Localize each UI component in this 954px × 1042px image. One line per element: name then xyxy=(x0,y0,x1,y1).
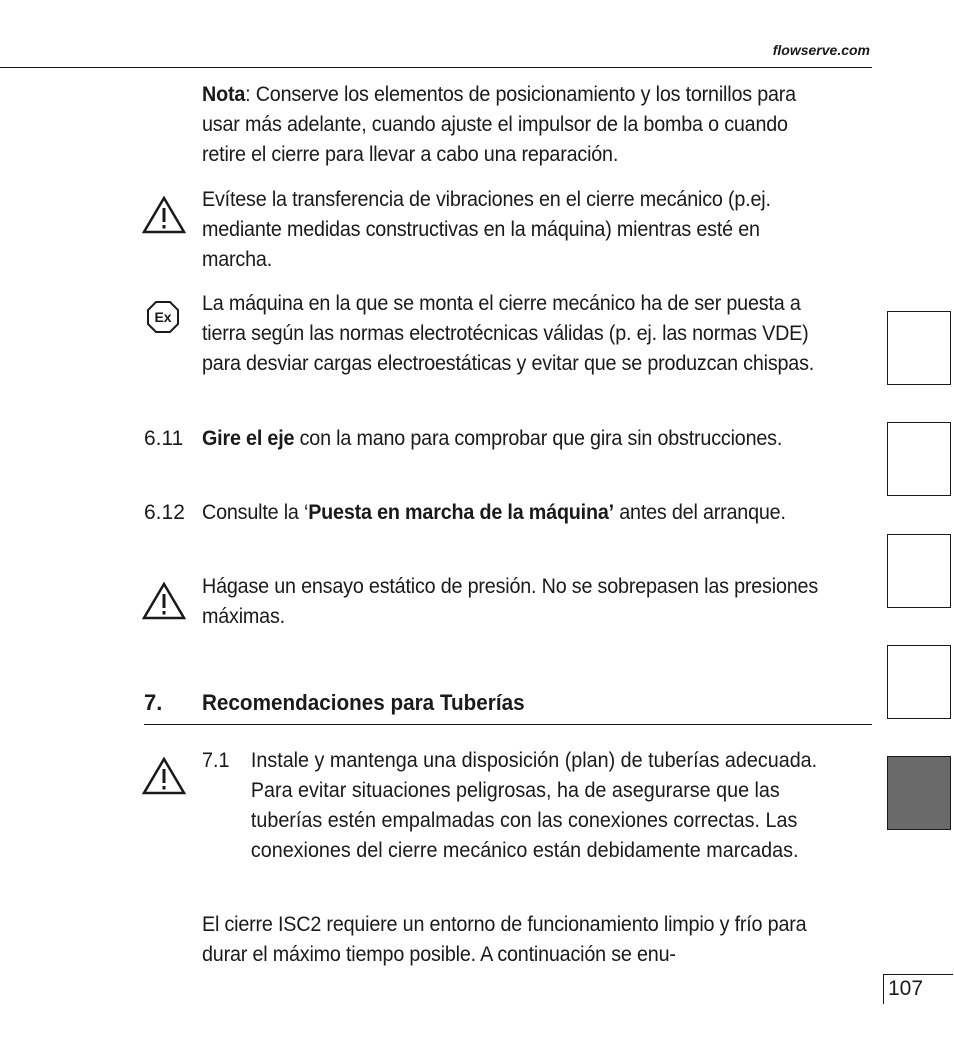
svg-text:Ex: Ex xyxy=(154,309,172,325)
step-71-text: Instale y mantenga una disposición (plan) de tuberías adecuada. Para evitar situaciones peligrosas, ha de asegurarse que las tuberías estén empalmadas con las conexiones correctas. Las conexiones del cierre mecánico están debidamente marcadas. xyxy=(250,749,818,862)
warning-triangle-icon xyxy=(142,582,186,620)
section-tab-4[interactable] xyxy=(887,645,951,719)
step-611-rest: con la mano para comprobar que gira sin obstrucciones. xyxy=(294,427,783,450)
step-612-prefix: Consulte la ‘ xyxy=(202,501,309,524)
step-611-text xyxy=(202,424,832,454)
step-612-number: 6.12 xyxy=(144,501,185,524)
step-71-paragraph xyxy=(202,746,832,866)
step-611-number: 6.11 xyxy=(144,427,184,450)
section-tab-2[interactable] xyxy=(887,422,951,496)
section-rule xyxy=(144,724,872,725)
warning-triangle-icon xyxy=(142,196,186,234)
section-tab-3[interactable] xyxy=(887,534,951,608)
note-label: Nota xyxy=(202,83,246,106)
page-number: 107 xyxy=(883,974,953,1004)
closing-paragraph: El cierre ISC2 requiere un entorno de funcionamiento limpio y frío para durar el máximo tiempo posible. A continuación se enu- xyxy=(202,913,807,966)
step-612-text xyxy=(202,498,832,528)
step-71-number: 7.1 xyxy=(202,749,230,772)
ex-grounding-text: La máquina en la que se monta el cierre mecánico ha de ser puesta a tierra según las normas electrotécnicas válidas (p. ej. las normas VDE) para desviar cargas electroestáticas y evitar que se produzcan chispas. xyxy=(202,292,815,375)
step-612-bold: Puesta en marcha de la máquina’ xyxy=(308,501,614,524)
explosion-protection-icon xyxy=(146,300,180,334)
section-tab-5-active[interactable] xyxy=(887,756,951,830)
step-612-suffix: antes del arranque. xyxy=(613,501,786,524)
header-site: flowserve.com xyxy=(772,42,870,58)
header-rule xyxy=(0,67,872,68)
warning-vibration-text: Evítese la transferencia de vibraciones en el cierre mecánico (p.ej. mediante medidas constructivas en la máquina) mientras esté en marcha. xyxy=(202,188,771,271)
section-title: Recomendaciones para Tuberías xyxy=(202,690,525,715)
warning-triangle-icon xyxy=(142,757,186,795)
section-tab-1[interactable] xyxy=(887,311,951,385)
warning-pressure-text: Hágase un ensayo estático de presión. No se sobrepasen las presiones máximas. xyxy=(202,575,819,628)
note-paragraph xyxy=(202,80,832,170)
step-611-bold: Gire el eje xyxy=(202,427,295,450)
section-number: 7. xyxy=(144,690,163,715)
note-text: : Conserve los elementos de posicionamiento y los tornillos para usar más adelante, cuando ajuste el impulsor de la bomba o cuando retire el cierre para llevar a cabo una reparación. xyxy=(202,83,796,166)
